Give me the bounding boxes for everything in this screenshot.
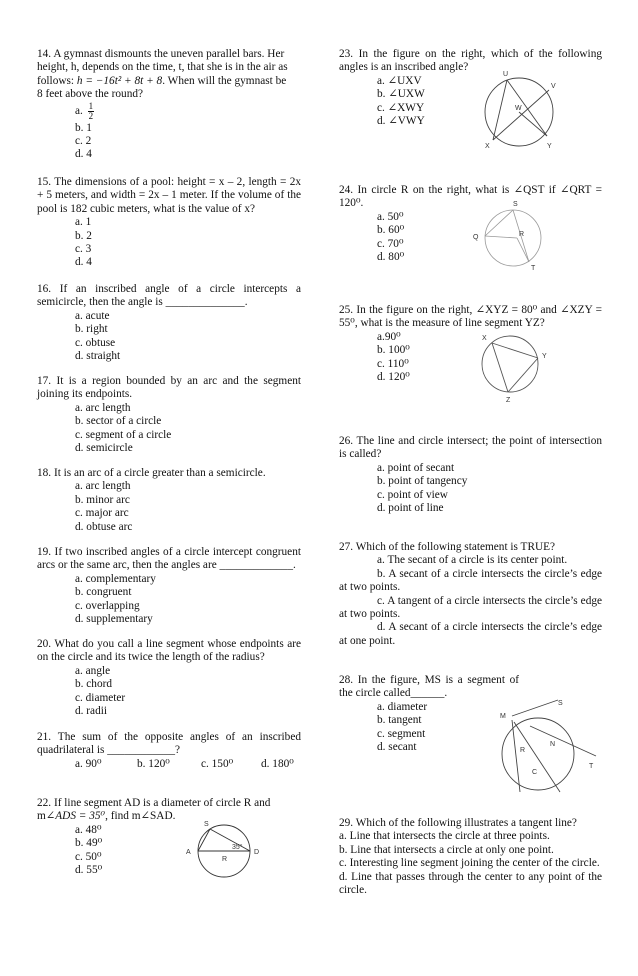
question-18-option-a: a. arc length bbox=[75, 480, 131, 493]
question-25-figure bbox=[470, 330, 554, 404]
question-14-line-3-a: follows: bbox=[37, 74, 77, 87]
question-21-option-a: a. 90⁰ bbox=[75, 757, 102, 770]
question-18-option-b: b. minor arc bbox=[75, 493, 130, 506]
label-a: A bbox=[186, 849, 191, 856]
segment-wy bbox=[519, 112, 547, 136]
question-16-option-b: b. right bbox=[75, 323, 108, 336]
question-29-stem: 29. Which of the following illustrates a tangent line? bbox=[339, 817, 577, 829]
question-17-option-d: d. semicircle bbox=[75, 442, 133, 455]
question-21-stem: 21. The sum of the opposite angles of an inscribed quadrilateral is ____________? bbox=[37, 731, 301, 757]
question-18-option-c: c. major arc bbox=[75, 507, 129, 520]
question-27-option-c: c. A tangent of a circle intersects the circle’s edge at two points. bbox=[339, 594, 602, 621]
question-17-option-b: b. sector of a circle bbox=[75, 415, 162, 428]
label-r: R bbox=[520, 747, 526, 754]
question-24-option-a: a. 50⁰ bbox=[377, 210, 404, 223]
question-25-option-c: c. 110⁰ bbox=[377, 357, 409, 370]
question-26-option-d: d. point of line bbox=[377, 502, 444, 515]
question-16-stem: 16. If an inscribed angle of a circle intercepts a semicircle, then the angle is ______________. bbox=[37, 283, 301, 309]
question-26-option-a: a. point of secant bbox=[377, 461, 455, 474]
question-28-option-a: a. diameter bbox=[377, 700, 428, 713]
question-23-option-d: d. ∠VWY bbox=[377, 115, 425, 128]
label-m: M bbox=[500, 713, 506, 720]
label-s: S bbox=[204, 821, 209, 828]
question-14-option-a-label: a. bbox=[75, 104, 86, 117]
segment-qr bbox=[485, 236, 517, 238]
question-24-stem: 24. In circle R on the right, what is ∠QST if ∠QRT = 120⁰. bbox=[339, 184, 602, 210]
question-19 bbox=[37, 546, 301, 626]
question-14-line-2: height, h, depends on the time, t, that she is in the air as bbox=[37, 61, 288, 74]
question-14-line-4: 8 feet above the round? bbox=[37, 88, 144, 101]
question-14-line-3-b: . When will the gymnast be bbox=[162, 74, 287, 87]
label-v: V bbox=[551, 83, 556, 90]
question-14-formula: h = −16t² + 8t + 8 bbox=[76, 74, 163, 87]
question-17-stem: 17. It is a region bounded by an arc and the segment joining its endpoints. bbox=[37, 375, 301, 401]
question-22-line-2-b: , find m∠SAD. bbox=[105, 810, 176, 823]
question-22-option-a: a. 48⁰ bbox=[75, 823, 102, 836]
chord-xv bbox=[493, 90, 549, 140]
fraction-numerator: 1 bbox=[88, 100, 94, 111]
question-22-formula: ∠ADS = 35⁰ bbox=[45, 810, 106, 823]
question-29-option-c: c. Interesting line segment joining the center of the circle. bbox=[339, 857, 600, 870]
label-n: N bbox=[550, 741, 556, 748]
question-21-option-b: b. 120⁰ bbox=[137, 757, 170, 770]
question-25-option-a: a.90⁰ bbox=[377, 330, 401, 343]
question-14-option-b: b. 1 bbox=[75, 121, 92, 134]
question-24-option-b: b. 60⁰ bbox=[377, 224, 405, 237]
question-23-option-b: b. ∠UXW bbox=[377, 88, 425, 101]
chord-xz bbox=[492, 343, 508, 392]
label-u: U bbox=[503, 71, 509, 78]
question-15-option-a: a. 1 bbox=[75, 216, 92, 229]
question-14 bbox=[37, 48, 301, 162]
question-28-figure bbox=[490, 696, 600, 798]
label-s: S bbox=[558, 700, 563, 707]
question-26 bbox=[339, 435, 602, 515]
question-19-option-c: c. overlapping bbox=[75, 599, 140, 612]
fraction-denominator: 2 bbox=[88, 110, 94, 121]
question-17 bbox=[37, 375, 301, 455]
circle-diagram bbox=[471, 68, 567, 152]
question-28-option-d: d. secant bbox=[377, 741, 417, 754]
question-15 bbox=[37, 176, 301, 270]
question-24-figure bbox=[467, 198, 545, 274]
label-t: T bbox=[531, 265, 536, 272]
question-21-option-c: c. 150⁰ bbox=[201, 757, 234, 770]
question-14-option-d: d. 4 bbox=[75, 148, 92, 161]
question-27-option-b: b. A secant of a circle intersects the circle’s edge at two points. bbox=[339, 567, 602, 594]
question-25-stem: 25. In the figure on the right, ∠XYZ = 80⁰ and ∠XZY = 55⁰, what is the measure of line segment YZ? bbox=[339, 304, 602, 330]
question-29-option-a: a. Line that intersects the circle at three points. bbox=[339, 830, 550, 843]
question-23-option-a: a. ∠UXV bbox=[377, 74, 422, 87]
question-18-option-d: d. obtuse arc bbox=[75, 520, 133, 533]
circle bbox=[482, 336, 538, 392]
question-19-option-b: b. congruent bbox=[75, 586, 132, 599]
question-22-line-1: 22. If line segment AD is a diameter of circle R and bbox=[37, 797, 271, 809]
question-26-stem: 26. The line and circle intersect; the point of intersection is called? bbox=[339, 435, 602, 461]
label-r: R bbox=[222, 856, 228, 863]
question-24-option-c: c. 70⁰ bbox=[377, 237, 404, 250]
question-17-option-a: a. arc length bbox=[75, 401, 131, 414]
question-15-option-d: d. 4 bbox=[75, 256, 92, 269]
question-22-line-2-a: m bbox=[37, 810, 46, 823]
line-nt bbox=[530, 726, 596, 756]
line-to-c bbox=[514, 722, 560, 792]
question-27-stem: 27. Which of the following statement is TRUE? bbox=[339, 541, 556, 553]
question-18 bbox=[37, 467, 301, 534]
label-t: T bbox=[589, 763, 594, 770]
label-d: D bbox=[254, 849, 260, 856]
question-28-option-b: b. tangent bbox=[377, 714, 422, 727]
question-19-option-a: a. complementary bbox=[75, 572, 156, 585]
question-15-stem: 15. The dimensions of a pool: height = x – 2, length = 2x + 5 meters, and width = 2x – 1 meter. If the volume of the pool is 182 cubic meters, what is the value of x? bbox=[37, 176, 301, 215]
question-23-figure bbox=[471, 68, 567, 152]
question-20-option-d: d. radii bbox=[75, 705, 107, 718]
label-s: S bbox=[513, 201, 518, 208]
question-24-option-d: d. 80⁰ bbox=[377, 251, 405, 264]
question-19-stem: 19. If two inscribed angles of a circle intercept congruent arcs or the same arc, then the angles are _____________. bbox=[37, 546, 301, 572]
question-29-option-d: d. Line that passes through the center to any point of the circle. bbox=[339, 870, 602, 897]
circle-diagram bbox=[178, 818, 270, 880]
label-x: X bbox=[482, 335, 487, 342]
circle-diagram bbox=[467, 198, 545, 274]
question-23-stem: 23. In the figure on the right, which of the following angles is an inscribed angle? bbox=[339, 48, 602, 74]
question-22-option-d: d. 55⁰ bbox=[75, 864, 103, 877]
question-15-option-c: c. 3 bbox=[75, 243, 92, 256]
question-21-option-d: d. 180⁰ bbox=[261, 757, 294, 770]
question-19-option-d: d. supplementary bbox=[75, 613, 153, 626]
question-29 bbox=[339, 817, 602, 897]
question-18-stem: 18. It is an arc of a circle greater than a semicircle. bbox=[37, 467, 266, 479]
segment-as bbox=[198, 829, 210, 851]
question-14-option-a bbox=[37, 102, 301, 122]
label-q: Q bbox=[473, 234, 479, 241]
label-w: W bbox=[515, 105, 522, 112]
question-20-option-b: b. chord bbox=[75, 678, 113, 691]
question-20-option-c: c. diameter bbox=[75, 691, 126, 704]
question-21 bbox=[37, 731, 301, 771]
question-22-figure bbox=[178, 818, 270, 880]
label-y: Y bbox=[547, 143, 552, 150]
question-14-line-1: 14. A gymnast dismounts the uneven parallel bars. Her bbox=[37, 48, 285, 60]
question-16-option-a: a. acute bbox=[75, 309, 110, 322]
question-21-options bbox=[37, 758, 301, 771]
circle-diagram bbox=[490, 696, 600, 798]
question-14-line-3 bbox=[37, 75, 301, 88]
segment-sd bbox=[210, 829, 250, 851]
label-c: C bbox=[532, 769, 538, 776]
question-23-option-c: c. ∠XWY bbox=[377, 101, 425, 114]
label-angle: 35° bbox=[232, 844, 243, 851]
question-15-option-b: b. 2 bbox=[75, 229, 92, 242]
question-26-option-b: b. point of tangency bbox=[377, 475, 468, 488]
circle-diagram bbox=[470, 330, 554, 404]
question-22-option-c: c. 50⁰ bbox=[75, 850, 102, 863]
label-x: X bbox=[485, 143, 490, 150]
question-20 bbox=[37, 638, 301, 718]
question-16-option-d: d. straight bbox=[75, 350, 121, 363]
label-z: Z bbox=[506, 397, 511, 404]
question-29-option-b: b. Line that intersects a circle at only one point. bbox=[339, 843, 554, 856]
question-16 bbox=[37, 283, 301, 363]
line-through-m bbox=[512, 720, 520, 792]
question-27-option-d: d. A secant of a circle intersects the circle’s edge at one point. bbox=[339, 621, 602, 647]
question-17-option-c: c. segment of a circle bbox=[75, 428, 172, 441]
label-y: Y bbox=[542, 353, 547, 360]
question-26-option-c: c. point of view bbox=[377, 488, 448, 501]
question-22-option-b: b. 49⁰ bbox=[75, 837, 103, 850]
chord-yz bbox=[508, 358, 538, 392]
chord-ux bbox=[493, 80, 507, 140]
label-r: R bbox=[519, 231, 525, 238]
question-25-option-b: b. 100⁰ bbox=[377, 344, 410, 357]
question-27-option-a: a. The secant of a circle is its center point. bbox=[377, 554, 568, 567]
fraction bbox=[88, 102, 95, 121]
question-14-option-c: c. 2 bbox=[75, 135, 92, 148]
chord-uy bbox=[507, 80, 547, 136]
question-25-option-d: d. 120⁰ bbox=[377, 371, 410, 384]
question-28-stem: 28. In the figure, MS is a segment of the circle called______. bbox=[339, 674, 519, 700]
question-27 bbox=[339, 541, 602, 648]
question-28-option-c: c. segment bbox=[377, 727, 426, 740]
question-16-option-c: c. obtuse bbox=[75, 336, 116, 349]
question-20-stem: 20. What do you call a line segment whose endpoints are on the circle and its twice the length of the radius? bbox=[37, 638, 301, 664]
question-20-option-a: a. angle bbox=[75, 664, 111, 677]
line-ms bbox=[512, 700, 558, 716]
